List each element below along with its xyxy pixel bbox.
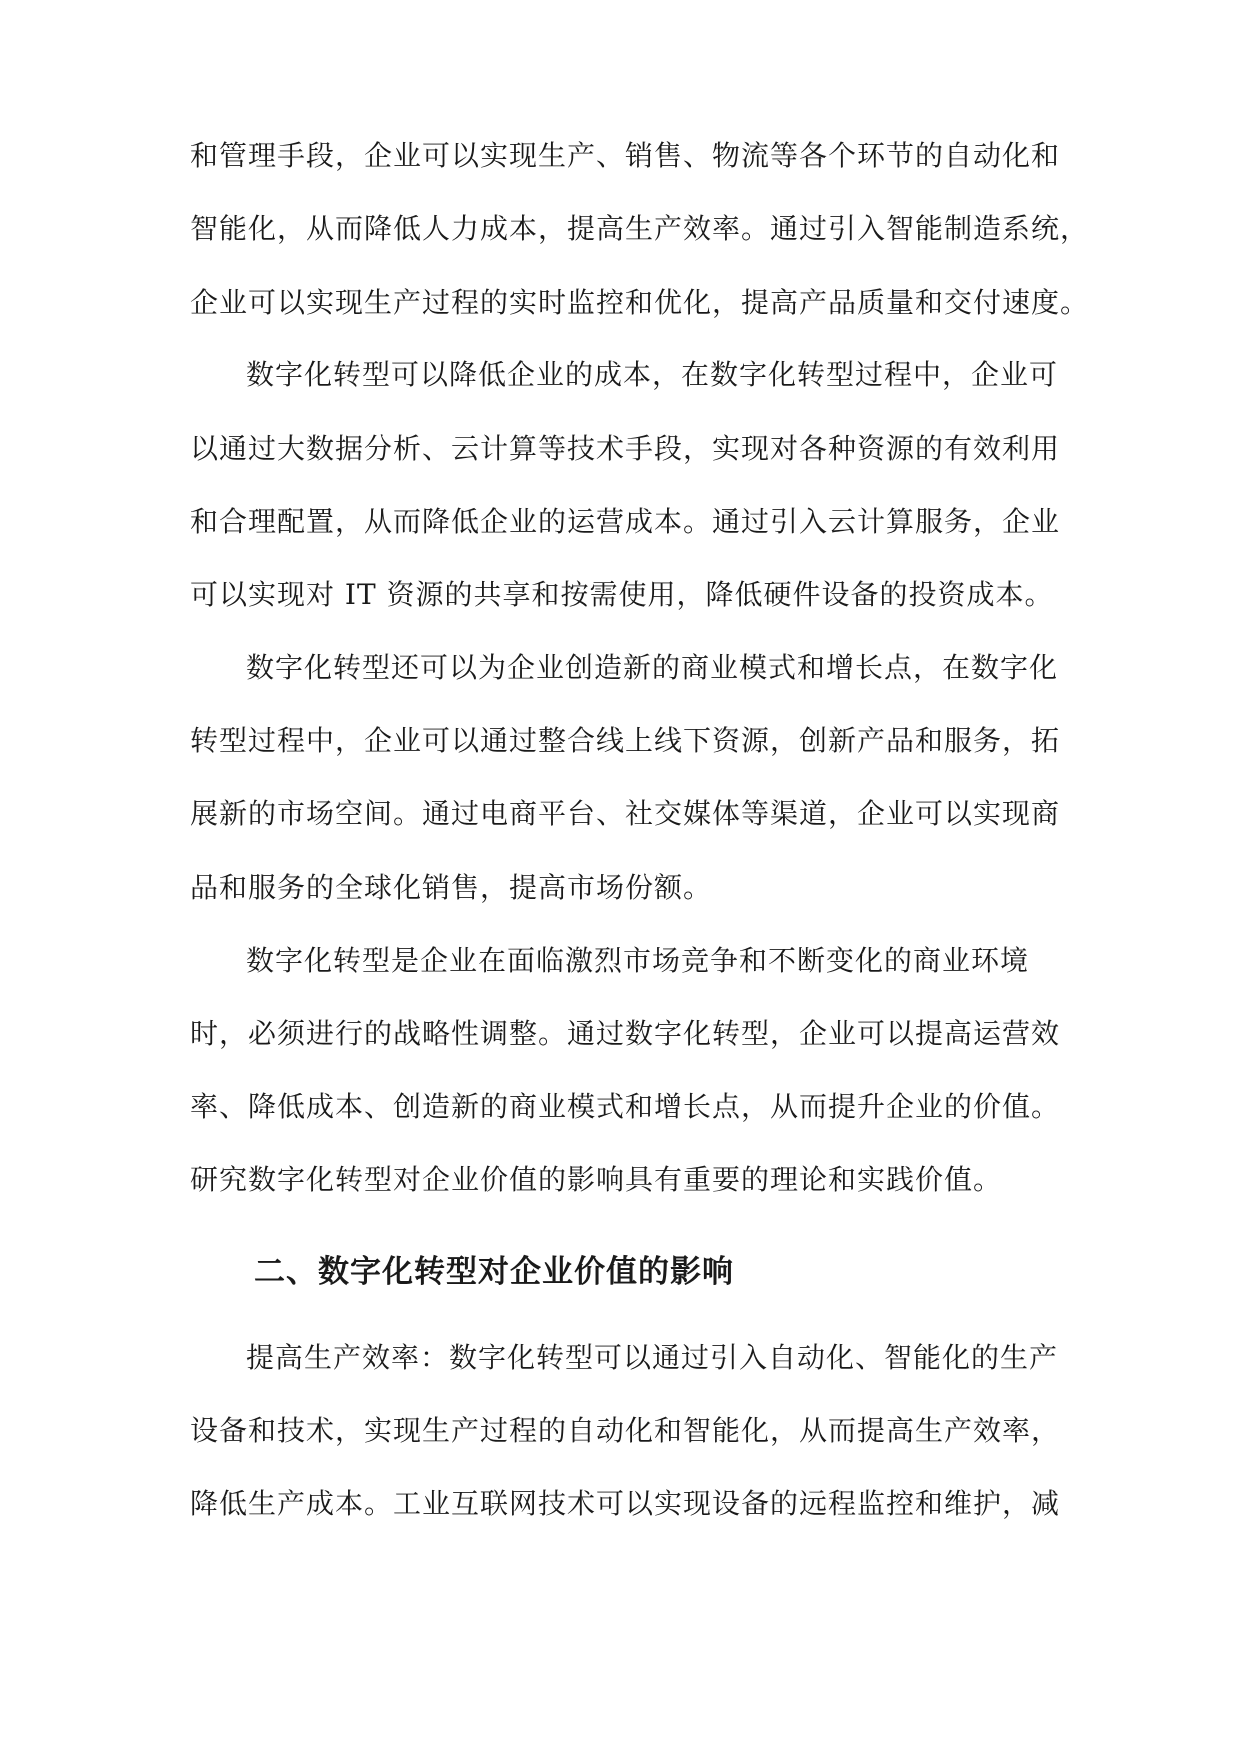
paragraph-line: 企业可以实现生产过程的实时监控和优化，提高产品质量和交付速度。 (190, 286, 1090, 319)
section-heading: 二、数字化转型对企业价值的影响 (254, 1254, 734, 1290)
paragraph-line: 和管理手段，企业可以实现生产、销售、物流等各个环节的自动化和 (190, 139, 1061, 172)
paragraph-line: 设备和技术，实现生产过程的自动化和智能化，从而提高生产效率， (190, 1414, 1061, 1447)
paragraph-line: 和合理配置，从而降低企业的运营成本。通过引入云计算服务，企业 (190, 505, 1061, 538)
paragraph-line: 研究数字化转型对企业价值的影响具有重要的理论和实践价值。 (190, 1163, 1003, 1196)
paragraph-line: 转型过程中，企业可以通过整合线上线下资源，创新产品和服务，拓 (190, 724, 1061, 757)
paragraph-line: 展新的市场空间。通过电商平台、社交媒体等渠道，企业可以实现商 (190, 797, 1061, 830)
paragraph-line: 率、降低成本、创造新的商业模式和增长点，从而提升企业的价值。 (190, 1090, 1061, 1123)
paragraph-line: 智能化，从而降低人力成本，提高生产效率。通过引入智能制造系统， (190, 212, 1090, 245)
paragraph-line: 时，必须进行的战略性调整。通过数字化转型，企业可以提高运营效 (190, 1017, 1061, 1050)
paragraph-line: 降低生产成本。工业互联网技术可以实现设备的远程监控和维护，减 (190, 1487, 1061, 1520)
paragraph-first-line: 数字化转型可以降低企业的成本，在数字化转型过程中，企业可 (246, 358, 1059, 391)
paragraph-line: 以通过大数据分析、云计算等技术手段，实现对各种资源的有效利用 (190, 432, 1061, 465)
paragraph-line: 品和服务的全球化销售，提高市场份额。 (190, 871, 713, 904)
paragraph-first-line: 数字化转型是企业在面临激烈市场竞争和不断变化的商业环境 (246, 944, 1030, 977)
paragraph-line: 可以实现对 IT 资源的共享和按需使用，降低硬件设备的投资成本。 (190, 578, 1054, 611)
paragraph-first-line: 提高生产效率：数字化转型可以通过引入自动化、智能化的生产 (246, 1341, 1059, 1374)
paragraph-first-line: 数字化转型还可以为企业创造新的商业模式和增长点，在数字化 (246, 651, 1059, 684)
